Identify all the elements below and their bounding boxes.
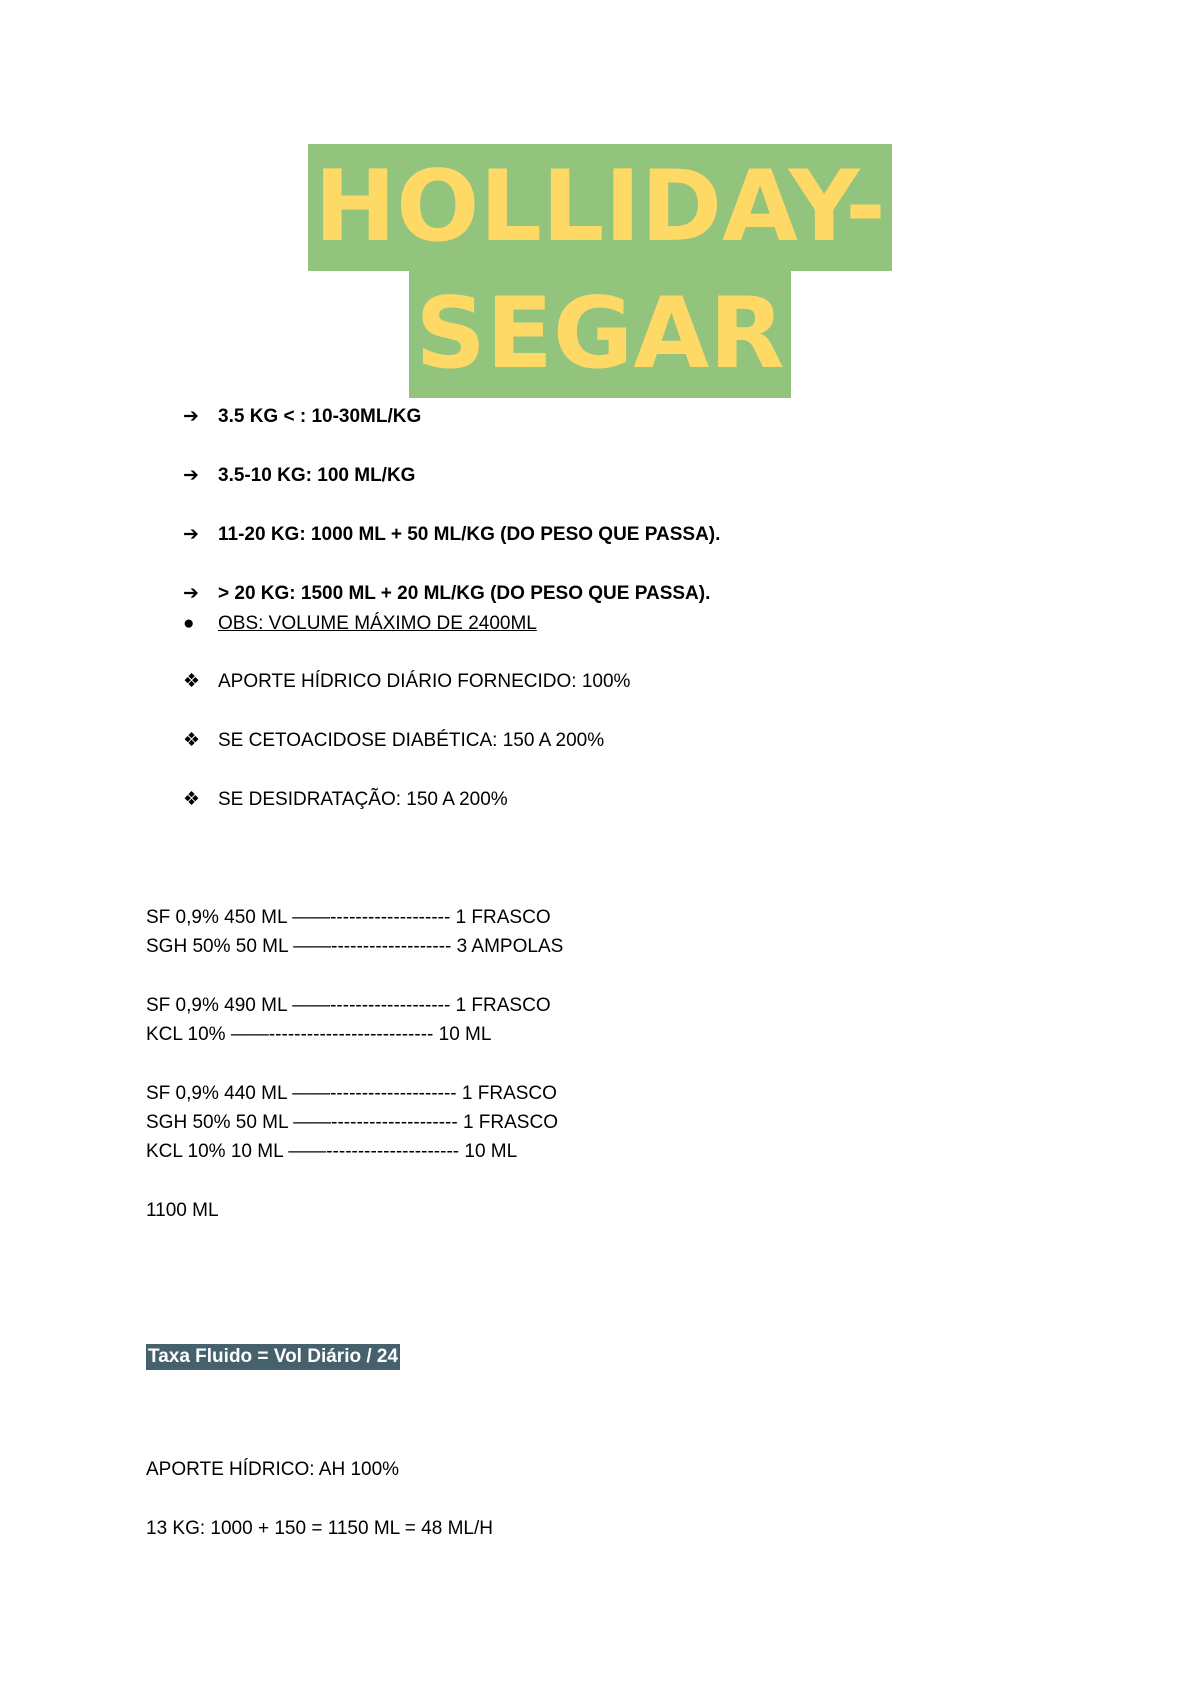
- diamond-bullet-icon: ❖: [183, 671, 201, 692]
- prescription-group-1: [146, 903, 563, 961]
- note-text: SE CETOACIDOSE DIABÉTICA: 150 A 200%: [218, 730, 605, 751]
- prescription-line: KCL 10% ——-------------------------- 10 ML: [146, 1024, 492, 1045]
- aporte-hidrico: APORTE HÍDRICO: AH 100%: [146, 1459, 400, 1480]
- rule-item: [183, 523, 720, 547]
- bullet-icon: ●: [183, 613, 195, 634]
- prescription-line: KCL 10% 10 ML ——--------------------- 10 ML: [146, 1141, 518, 1162]
- note-text: SE DESIDRATAÇÃO: 150 A 200%: [218, 789, 508, 810]
- prescription-line: SF 0,9% 490 ML ——------------------- 1 FRASCO: [146, 995, 551, 1016]
- prescription-group-2: [146, 991, 551, 1049]
- note-item: [183, 729, 604, 753]
- example-calculation: 13 KG: 1000 + 150 = 1150 ML = 48 ML/H: [146, 1518, 493, 1539]
- prescription-line: SF 0,9% 440 ML ——-------------------- 1 FRASCO: [146, 1083, 557, 1104]
- arrow-icon: ➔: [183, 406, 199, 427]
- rule-text: 11-20 KG: 1000 ML + 50 ML/KG (DO PESO QUE PASSA).: [218, 524, 721, 545]
- fluid-rate-formula: Taxa Fluido = Vol Diário / 24: [146, 1344, 400, 1370]
- obs-note: [183, 612, 537, 636]
- rule-text: 3.5-10 KG: 100 ML/KG: [218, 465, 416, 486]
- prescription-group-3: [146, 1079, 558, 1166]
- rule-item: [183, 582, 710, 606]
- rule-item: [183, 405, 421, 429]
- title-line-1: HOLLIDAY-: [308, 144, 892, 271]
- title-line-2: SEGAR: [409, 271, 790, 398]
- prescription-line: SGH 50% 50 ML ——-------------------- 1 FRASCO: [146, 1112, 558, 1133]
- arrow-icon: ➔: [183, 465, 199, 486]
- obs-text: OBS: VOLUME MÁXIMO DE 2400ML: [218, 613, 537, 634]
- note-text: APORTE HÍDRICO DIÁRIO FORNECIDO: 100%: [218, 671, 631, 692]
- prescription-line: SF 0,9% 450 ML ——------------------- 1 FRASCO: [146, 907, 551, 928]
- note-item: [183, 788, 508, 812]
- rule-item: [183, 464, 415, 488]
- rule-text: 3.5 KG < : 10-30ML/KG: [218, 406, 422, 427]
- note-item: [183, 670, 630, 694]
- total-volume: 1100 ML: [146, 1200, 219, 1221]
- diamond-bullet-icon: ❖: [183, 789, 201, 810]
- diamond-bullet-icon: ❖: [183, 730, 201, 751]
- arrow-icon: ➔: [183, 583, 199, 604]
- arrow-icon: ➔: [183, 524, 199, 545]
- prescription-line: SGH 50% 50 ML ——------------------- 3 AMPOLAS: [146, 936, 564, 957]
- rule-text: > 20 KG: 1500 ML + 20 ML/KG (DO PESO QUE PASSA).: [218, 583, 711, 604]
- document-title: [0, 144, 1200, 398]
